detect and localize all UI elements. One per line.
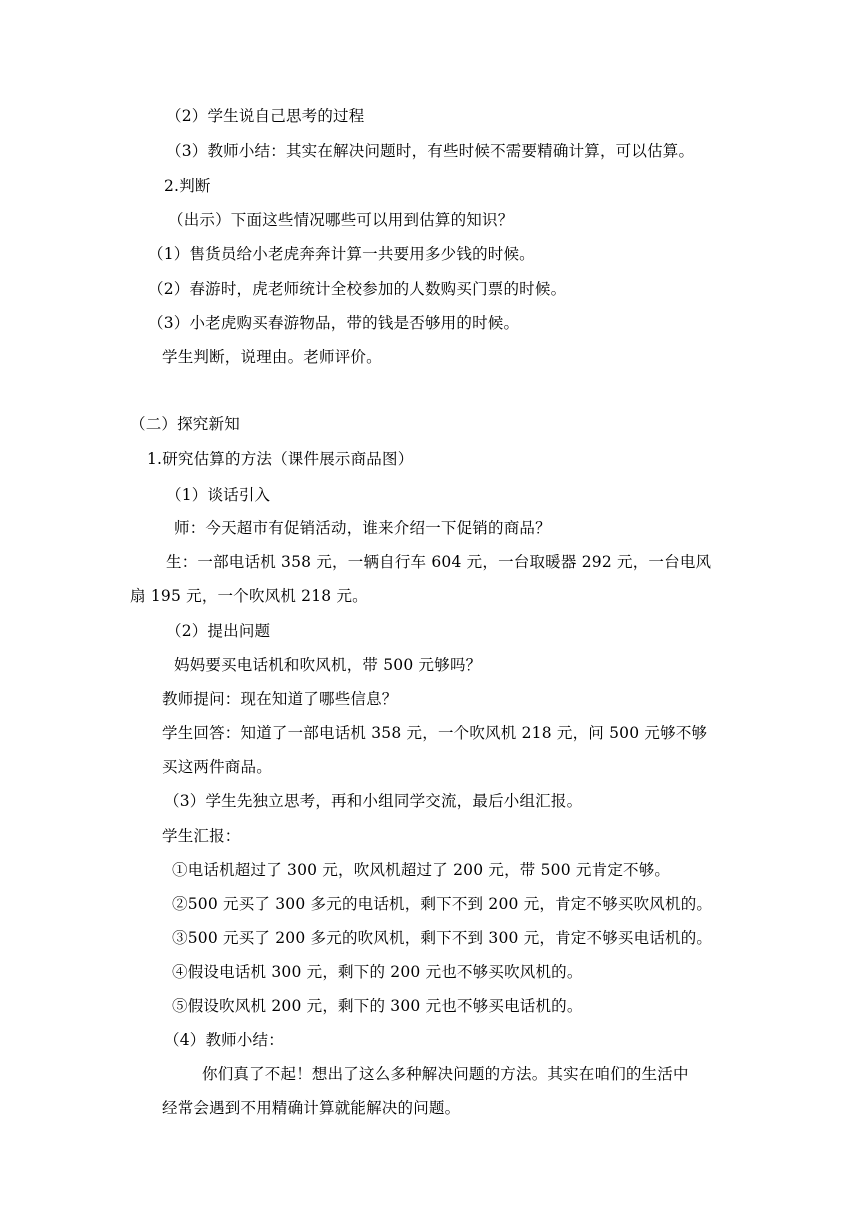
text-line-report-1: ①电话机超过了 300 元，吹风机超过了 200 元，带 500 元肯定不够。 bbox=[172, 861, 671, 879]
text-line-report-2: ②500 元买了 300 多元的电话机，剩下不到 200 元，肯定不够买吹风机的。 bbox=[172, 895, 713, 913]
text-line-student-answer-1: 学生回答：知道了一部电话机 358 元，一个吹风机 218 元，问 500 元够不够 bbox=[162, 724, 708, 742]
text-line-student-judge: 学生判断，说理由。老师评价。 bbox=[162, 348, 382, 366]
text-line-raise-question: （2）提出问题 bbox=[166, 622, 271, 640]
text-line-case-3: （3）小老虎购买春游物品，带的钱是否够用的时候。 bbox=[148, 314, 520, 332]
text-line-praise-2: 经常会遇到不用精确计算就能解决的问题。 bbox=[162, 1099, 461, 1117]
text-line-case-1: （1）售货员给小老虎奔奔计算一共要用多少钱的时候。 bbox=[148, 245, 535, 263]
text-line-teacher-ask: 教师提问：现在知道了哪些信息？ bbox=[162, 690, 398, 708]
text-line-talk-intro: （1）谈话引入 bbox=[166, 486, 271, 504]
text-line-teacher-prompt: 师：今天超市有促销活动，谁来介绍一下促销的商品？ bbox=[174, 519, 551, 537]
text-line-teacher-summary-1: （3）教师小结：其实在解决问题时，有些时候不需要精确计算，可以估算。 bbox=[166, 142, 695, 160]
text-line-research-method: 1.研究估算的方法（课件展示商品图） bbox=[147, 450, 414, 468]
text-line-report-3: ③500 元买了 200 多元的吹风机，剩下不到 300 元，肯定不够买电话机的。 bbox=[172, 929, 713, 947]
text-line-student-thinking: （2）学生说自己思考的过程 bbox=[166, 107, 365, 125]
text-line-student-list-1: 生：一部电话机 358 元，一辆自行车 604 元，一台取暖器 292 元，一台电风 bbox=[166, 553, 712, 571]
text-line-judge-heading: 2.判断 bbox=[164, 177, 211, 195]
text-line-report-4: ④假设电话机 300 元，剩下的 200 元也不够买吹风机的。 bbox=[172, 963, 583, 981]
text-line-case-2: （2）春游时，虎老师统计全校参加的人数购买门票的时候。 bbox=[148, 280, 567, 298]
text-line-teacher-summary-2: （4）教师小结： bbox=[164, 1031, 284, 1049]
section-heading-explore: （二）探究新知 bbox=[130, 415, 240, 433]
text-line-student-report: 学生汇报： bbox=[162, 827, 241, 845]
text-line-student-list-2: 扇 195 元，一个吹风机 218 元。 bbox=[130, 587, 368, 605]
text-line-report-5: ⑤假设吹风机 200 元，剩下的 300 元也不够买电话机的。 bbox=[172, 997, 583, 1015]
text-line-student-answer-2: 买这两件商品。 bbox=[162, 758, 272, 776]
text-line-show-question: （出示）下面这些情况哪些可以用到估算的知识？ bbox=[168, 211, 514, 229]
text-line-praise-1: 你们真了不起！想出了这么多种解决问题的方法。其实在咱们的生活中 bbox=[202, 1065, 689, 1083]
text-line-mom-question: 妈妈要买电话机和吹风机，带 500 元够吗？ bbox=[174, 656, 482, 674]
text-line-independent-think: （3）学生先独立思考，再和小组同学交流，最后小组汇报。 bbox=[164, 792, 583, 810]
